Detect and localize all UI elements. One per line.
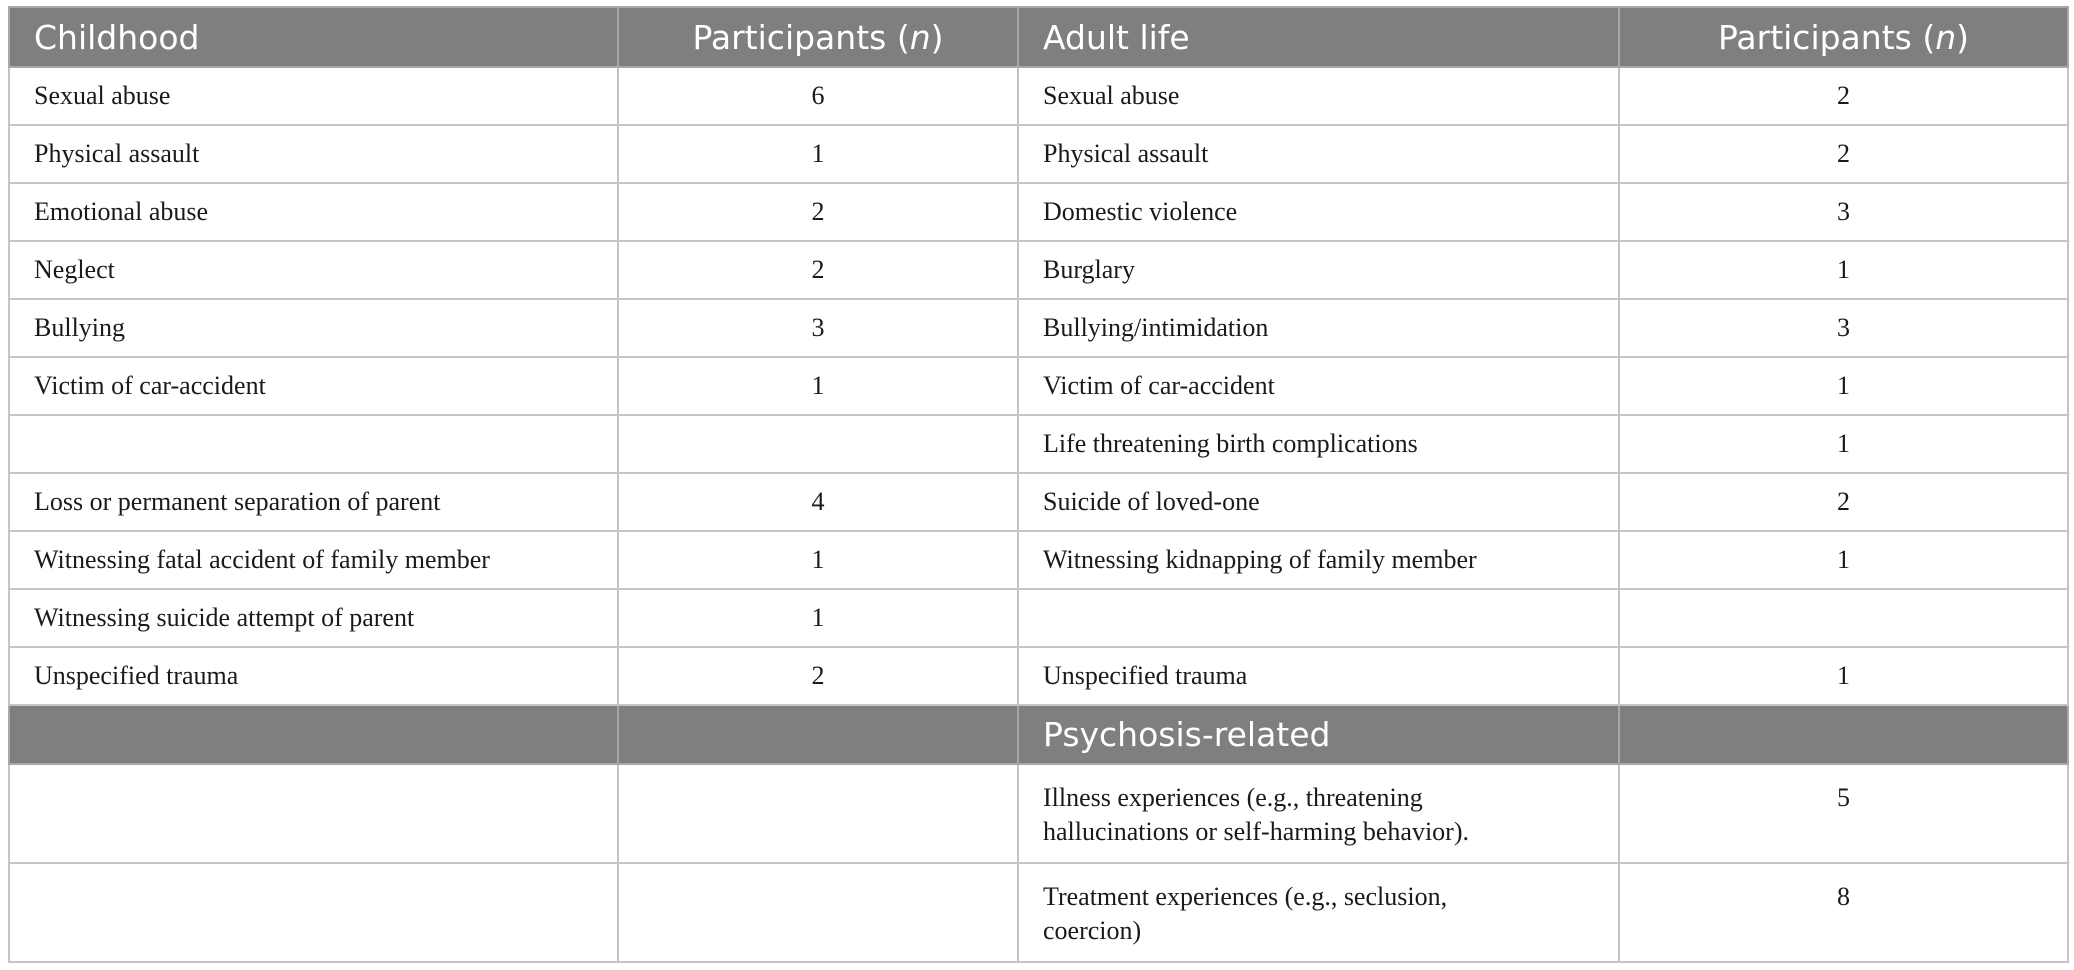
adult-item: Life threatening birth complications [1018,415,1619,473]
childhood-item [9,415,618,473]
childhood-item: Victim of car-accident [9,357,618,415]
table-row [9,125,2068,183]
childhood-count: 2 [618,241,1018,299]
participants-close: ) [930,17,944,57]
psychosis-count: 5 [1619,764,2068,863]
adult-count: 1 [1619,531,2068,589]
table-row [9,473,2068,531]
table-row [9,531,2068,589]
n-variable: n [909,17,931,57]
adult-count: 1 [1619,415,2068,473]
childhood-header: Childhood [9,7,618,67]
section-empty-cell [9,705,618,764]
childhood-participants-header [618,7,1018,67]
empty-cell [9,863,618,962]
adult-participants-header [1619,7,2068,67]
adult-count: 1 [1619,647,2068,705]
table-row [9,67,2068,125]
childhood-count: 1 [618,589,1018,647]
psychosis-count: 8 [1619,863,2068,962]
empty-cell [618,863,1018,962]
adult-item: Unspecified trauma [1018,647,1619,705]
adult-item: Burglary [1018,241,1619,299]
adult-life-header: Adult life [1018,7,1619,67]
childhood-item: Neglect [9,241,618,299]
empty-cell [618,764,1018,863]
psychosis-related-header: Psychosis-related [1018,705,1619,764]
adult-item: Sexual abuse [1018,67,1619,125]
adult-item: Physical assault [1018,125,1619,183]
adult-count [1619,589,2068,647]
adult-item: Witnessing kidnapping of family member [1018,531,1619,589]
childhood-count: 1 [618,531,1018,589]
psychosis-item-text: Treatment experiences (e.g., seclusion, coercion) [1043,882,1448,945]
adult-count: 1 [1619,241,2068,299]
trauma-table [8,6,2069,963]
childhood-item: Sexual abuse [9,67,618,125]
table-row [9,183,2068,241]
childhood-count: 3 [618,299,1018,357]
section-empty-cell [618,705,1018,764]
table-row [9,764,2068,863]
psychosis-item [1018,764,1619,863]
table-row [9,299,2068,357]
participants-label: Participants ( [692,17,910,57]
participants-close: ) [1956,17,1969,57]
table-row [9,589,2068,647]
adult-count: 2 [1619,125,2068,183]
section-header-row [9,705,2068,764]
adult-item [1018,589,1619,647]
childhood-count: 6 [618,67,1018,125]
adult-item: Bullying/intimidation [1018,299,1619,357]
n-variable: n [1935,17,1957,57]
table-row [9,241,2068,299]
empty-cell [9,764,618,863]
psychosis-item [1018,863,1619,962]
childhood-item: Emotional abuse [9,183,618,241]
psychosis-item-text: Illness experiences (e.g., threatening hallucinations or self-harming behavior). [1043,783,1469,846]
childhood-count: 4 [618,473,1018,531]
adult-count: 3 [1619,299,2068,357]
childhood-count: 1 [618,357,1018,415]
childhood-item: Witnessing fatal accident of family member [9,531,618,589]
table-header [9,7,2068,67]
childhood-count: 2 [618,183,1018,241]
table-row [9,647,2068,705]
childhood-item: Loss or permanent separation of parent [9,473,618,531]
childhood-count [618,415,1018,473]
adult-count: 2 [1619,473,2068,531]
childhood-item: Bullying [9,299,618,357]
table-row [9,357,2068,415]
childhood-item: Physical assault [9,125,618,183]
childhood-count: 1 [618,125,1018,183]
participants-label: Participants ( [1717,17,1936,57]
adult-count: 1 [1619,357,2068,415]
adult-count: 3 [1619,183,2068,241]
adult-item: Suicide of loved-one [1018,473,1619,531]
table-body [9,67,2068,962]
header-row [9,7,2068,67]
adult-count: 2 [1619,67,2068,125]
childhood-item: Unspecified trauma [9,647,618,705]
table-row [9,863,2068,962]
childhood-count: 2 [618,647,1018,705]
table-row [9,415,2068,473]
adult-item: Victim of car-accident [1018,357,1619,415]
childhood-item: Witnessing suicide attempt of parent [9,589,618,647]
adult-item: Domestic violence [1018,183,1619,241]
section-empty-cell [1619,705,2068,764]
